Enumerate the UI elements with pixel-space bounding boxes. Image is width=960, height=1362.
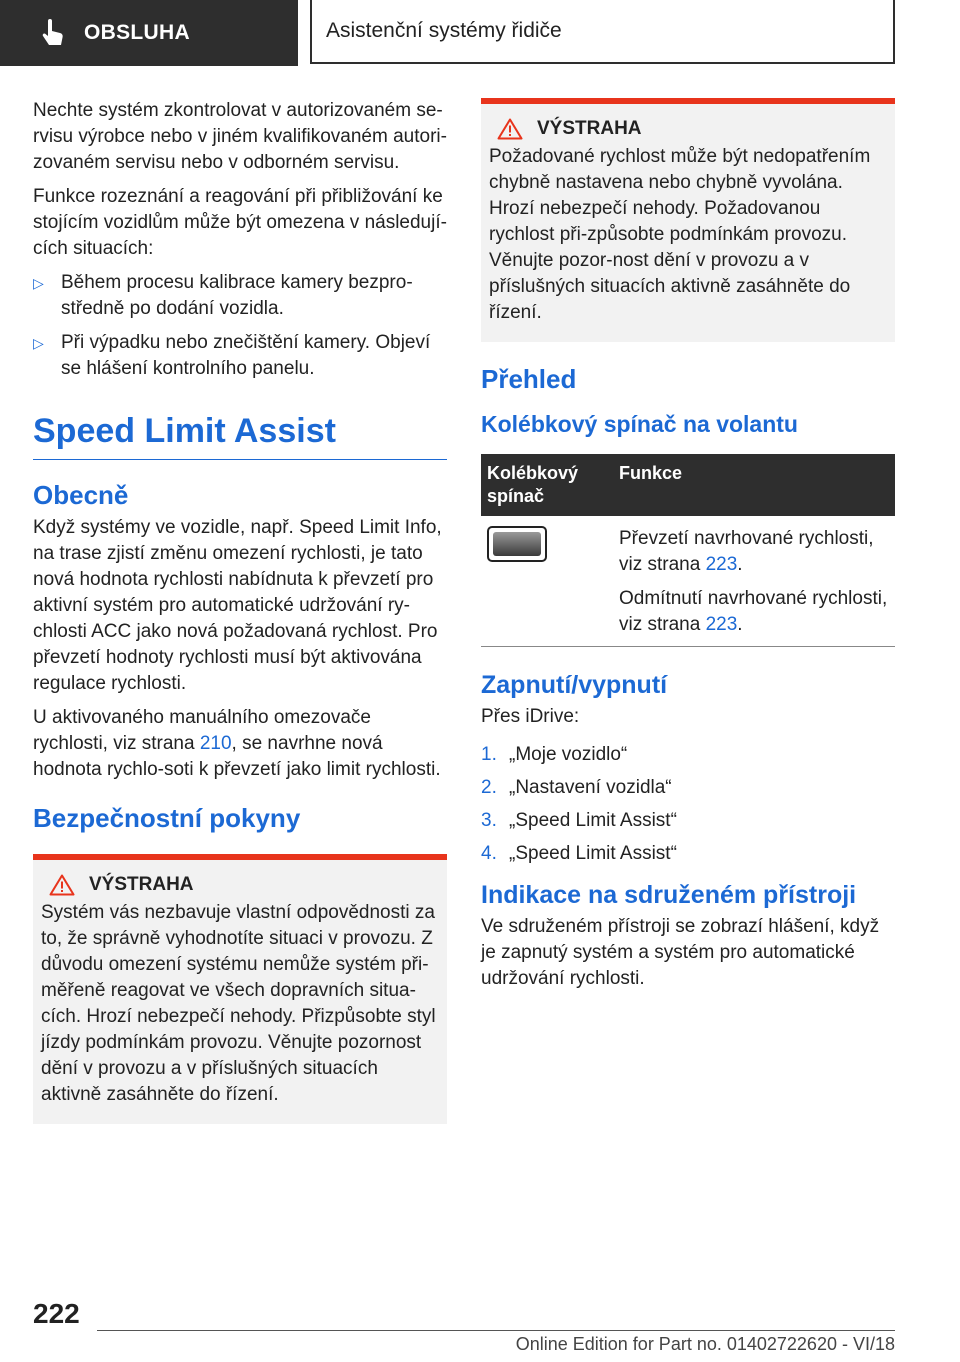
warning-text: Požadované rychlost může být nedopatřením chybně nastavena nebo chybně vyvolána. Hrozí nebezpečí nehody. Požadovanou rychlost při-způsobte podmínkám provozu. Věnujte pozor-nost dění v provozu a v příslušných situacích aktivně zasáhněte do řízení.: [489, 146, 871, 323]
left-column: [33, 98, 447, 1124]
right-column: [481, 98, 895, 992]
paragraph: Nechte systém zkontrolovat v autorizovaném se-rvisu výrobce nebo v jiném kvalifikovaném autori-zovaném servisu nebo v odborném servisu.: [33, 100, 447, 173]
list-item-text: Během procesu kalibrace kamery bezpro-středně po dodání vozidla.: [61, 272, 413, 319]
hand-pointer-icon: [38, 18, 68, 48]
list-item-text: Při výpadku nebo znečištění kamery. Objeví se hlášení kontrolního panelu.: [61, 332, 431, 379]
rocker-switch-icon: [487, 526, 547, 562]
subsection-heading-rocker: Kolébkový spínač na volantu: [481, 411, 798, 437]
chapter-title: Asistenční systémy řidiče: [326, 19, 562, 42]
table-row: [481, 516, 895, 647]
header-section-tab: [0, 0, 298, 66]
warning-triangle-icon: [49, 874, 75, 896]
footer-divider: [97, 1330, 895, 1331]
page-link-223[interactable]: 223: [705, 554, 738, 575]
section-heading-overview: Přehled: [481, 364, 577, 394]
warning-triangle-icon: [497, 118, 523, 140]
table-cell: Převzetí navrhované rychlosti, viz strana 223. Odmítnutí navrhované rychlosti, viz strana 223.: [619, 528, 888, 635]
list-item: 1. „Moje vozidlo“: [481, 744, 628, 765]
paragraph: Když systémy ve vozidle, např. Speed Limit Info, na trase zjistí změnu omezení rychlosti, je tato nová hodnota rychlosti nabídnuta k převzetí pro aktivní systém pro automatické udržování ry-chlosti ACC jako nová požadovaná rychlost. Pro převzetí hodnoty rychlosti musí být aktivována regulace rychlosti.: [33, 517, 442, 694]
warning-box: [481, 98, 895, 342]
section-heading-general: Obecně: [33, 480, 129, 510]
warning-title: VÝSTRAHA: [41, 874, 439, 896]
paragraph: Funkce rozeznání a reagování při přibližování ke stojícím vozidlům může být omezena v následují-cích situacích:: [33, 186, 447, 259]
triangle-bullet-icon: ▷: [33, 335, 44, 351]
paragraph: U aktivovaného manuálního omezovače rychlosti, viz strana 210, se navrhne nová hodnota rychlo-soti k převzetí jako limit rychlosti.: [33, 707, 441, 780]
table-cell: [481, 516, 613, 647]
chapter-heading: Speed Limit Assist: [33, 390, 447, 460]
list-item: 4. „Speed Limit Assist“: [481, 843, 677, 864]
list-item: 2. „Nastavení vozidla“: [481, 777, 672, 798]
page-link-210[interactable]: 210: [199, 733, 232, 754]
warning-title: VÝSTRAHA: [489, 118, 887, 140]
triangle-bullet-icon: ▷: [33, 275, 44, 291]
section-label: OBSLUHA: [84, 21, 190, 44]
table-header-cell: Funkce: [613, 454, 895, 516]
paragraph: Ve sdruženém přístroji se zobrazí hlášení, když je zapnutý systém a systém pro automatické udržování rychlosti.: [481, 916, 880, 989]
table-header-row: [481, 454, 895, 516]
warning-text: Systém vás nezbavuje vlastní odpovědnosti za to, že správně vyhodnotíte situaci v provozu. Z důvodu omezení systému nemůže systém při-měřeně reagovat ve všech dopravních situa-cích. Hrozí nebezpečí nehody. Přizpůsobte styl jízdy podmínkám provozu. Věnujte pozornost dění v provozu a v příslušných situacích aktivně zasáhněte do řízení.: [41, 902, 436, 1105]
list-item: [33, 270, 447, 322]
table-header-cell: Kolébkový spínač: [481, 454, 613, 516]
list-item: [33, 330, 447, 382]
footer-edition: Online Edition for Part no. 01402722620 - VI/18: [515, 1334, 895, 1354]
section-heading-cluster: Indikace na sdruženém přístroji: [481, 881, 857, 909]
chapter-header: [310, 0, 895, 64]
list-item: 3. „Speed Limit Assist“: [481, 810, 677, 831]
warning-box: [33, 854, 447, 1124]
paragraph: Přes iDrive:: [481, 706, 580, 727]
section-heading-safety: Bezpečnostní pokyny: [33, 803, 301, 833]
page-number: 222: [33, 1298, 80, 1329]
page-link-223[interactable]: 223: [705, 614, 738, 635]
section-heading-onoff: Zapnutí/vypnutí: [481, 671, 668, 699]
rocker-switch-table: [481, 454, 895, 647]
